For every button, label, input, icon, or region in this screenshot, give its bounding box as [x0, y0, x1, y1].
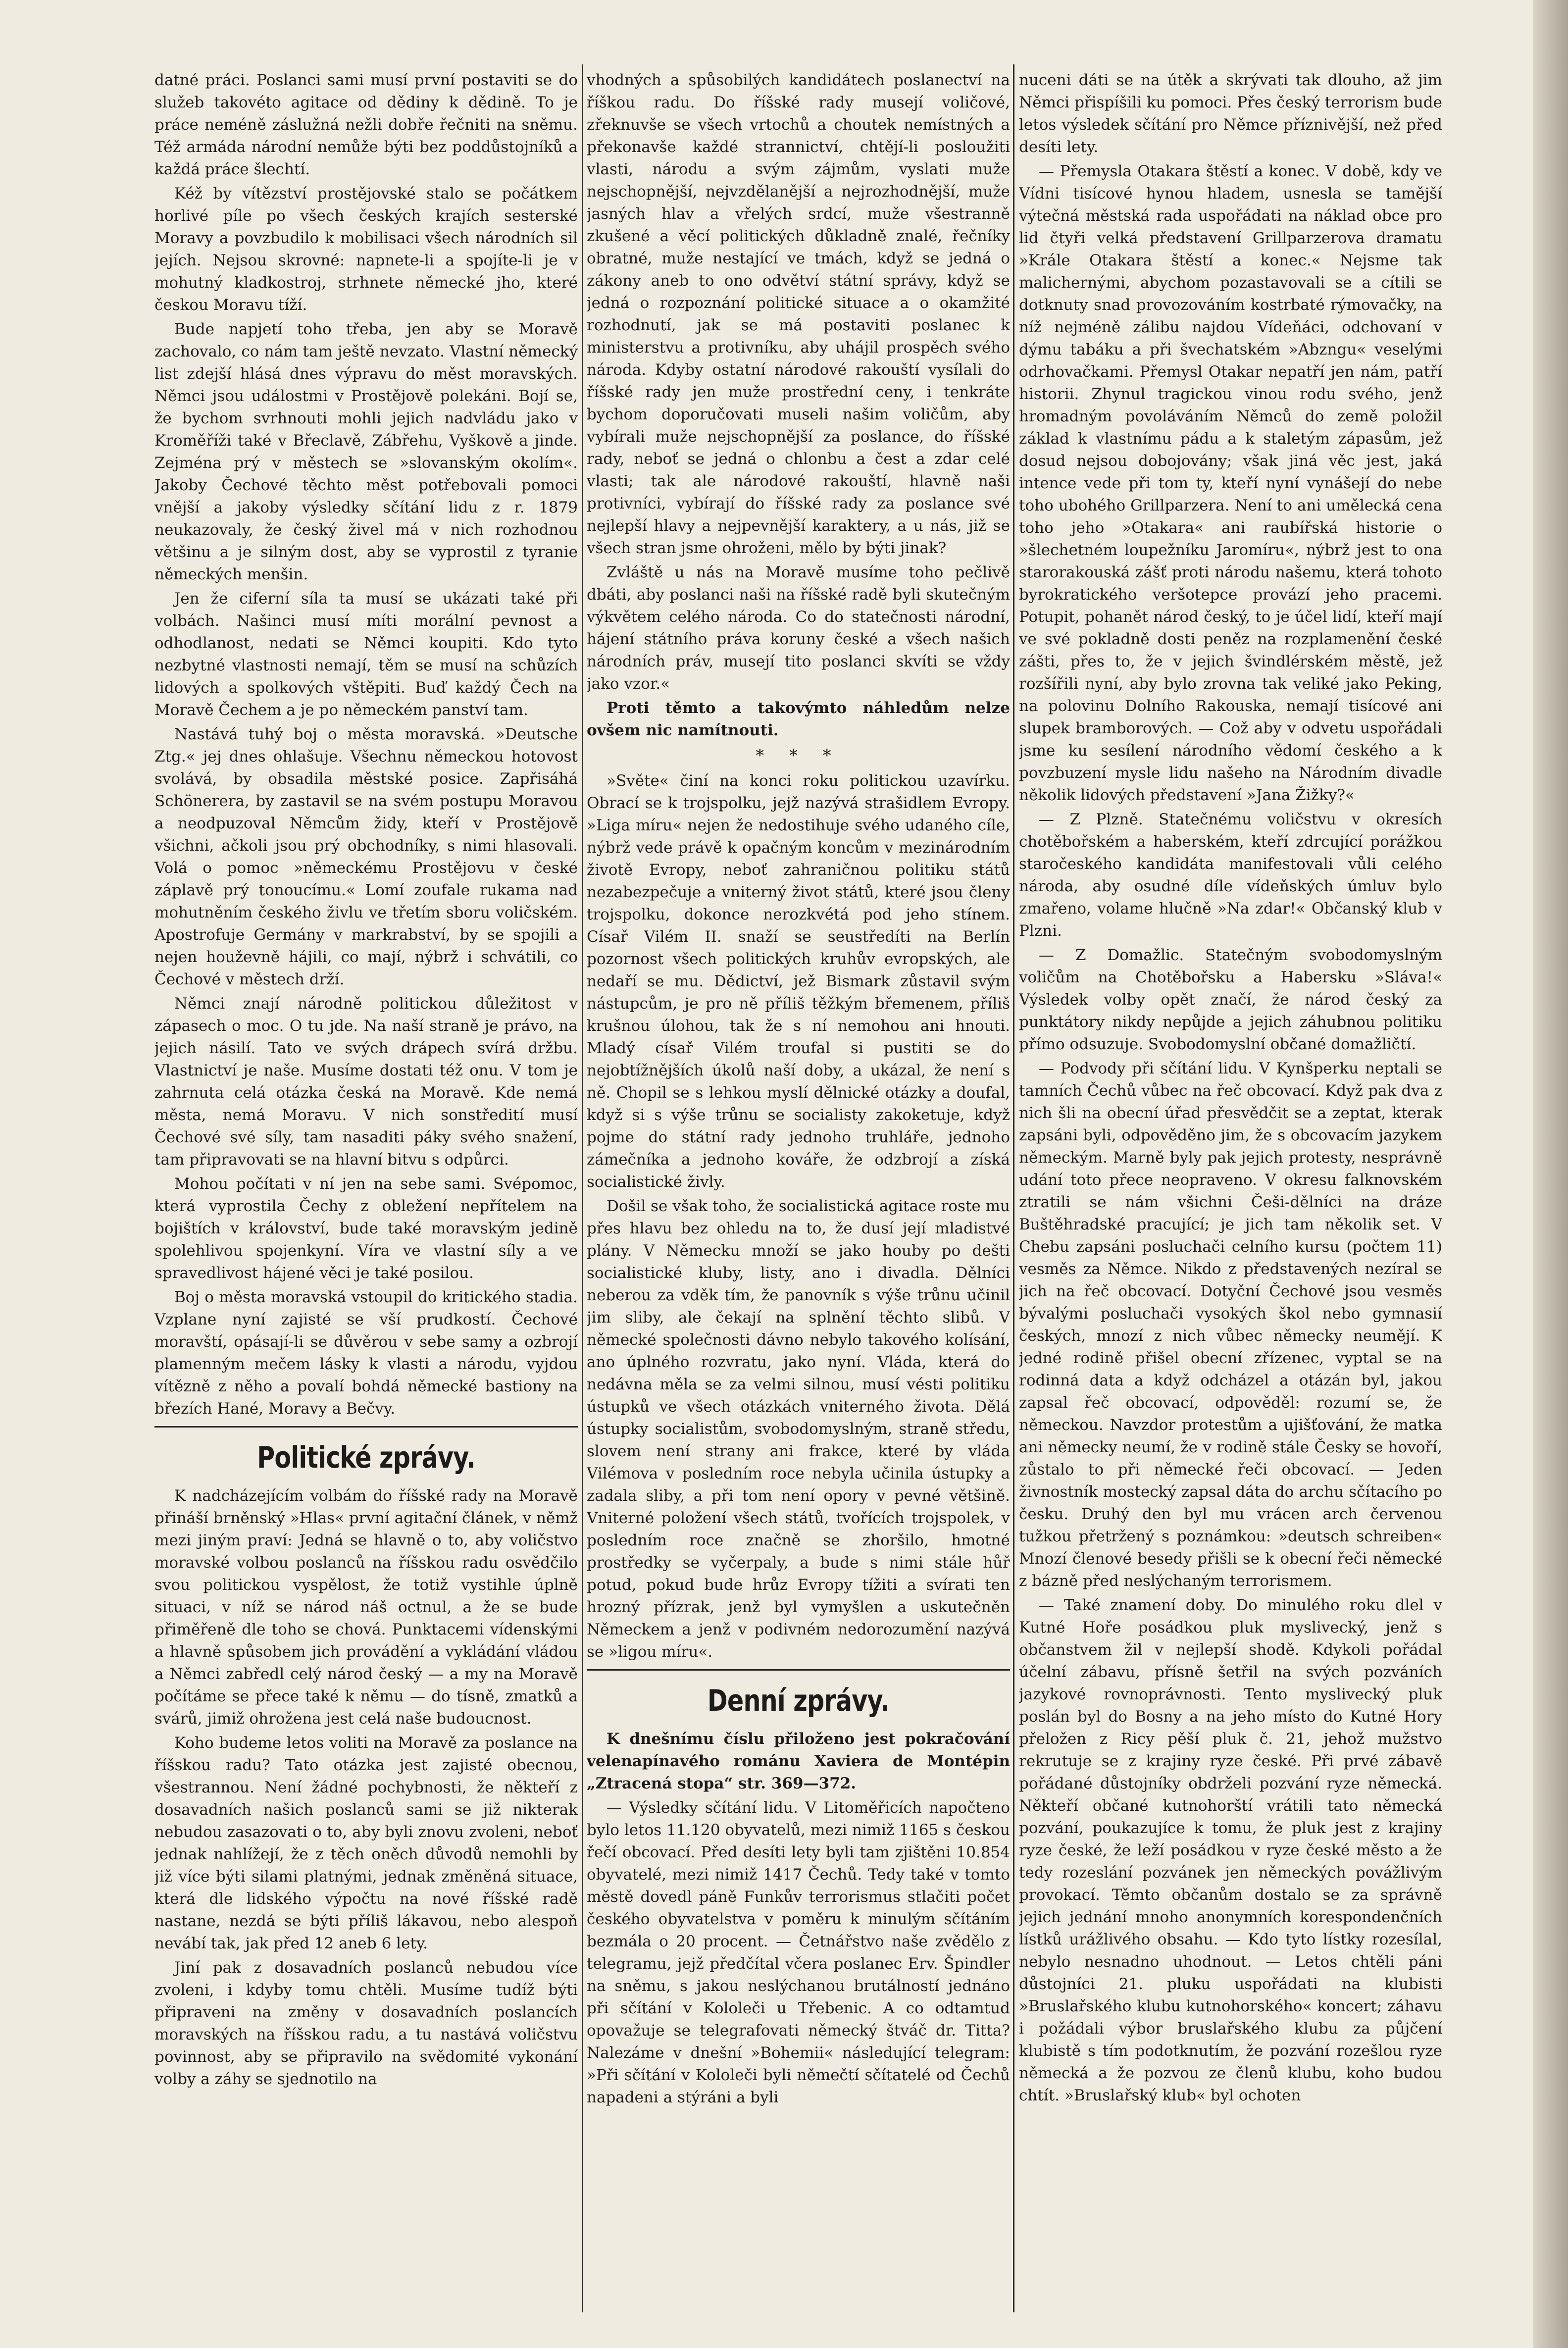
section-divider: [154, 1426, 578, 1428]
column-1: [154, 69, 578, 2307]
paragraph: — Výsledky sčítání lidu. V Litoměřicích napočteno bylo letos 11.120 obyvatelů, mezi nimiž 1165 s českou řečí obcovací. Před desíti lety byli tam zjištěni 10.854 obyvatelé, mezi nimiž 1417 Čechů. Tedy také v tomto městě dovedl páně Funkův terrorismus stlačiti počet českého obyvatelstva v poměru k minulým sčítáním bezmála o 20 procent. — Četnářstvo naše zvědělo z telegramu, jejž předčítal včera poslanec Erv. Špindler na sněmu, s jakou neslýchanou brutálností jednáno při sčítání v Kololeči u Třebenic. A co odtamtud opovažuje se telegrafovati německý štváč dr. Titta? Nalezáme v dnešní »Bohemii« následující telegram: »Při sčítání v Kololeči byli němečtí sčítatelé od Čechů napadeni a stýráni a byli: [587, 1799, 1010, 2106]
paragraph: datné práci. Poslanci sami musí první postaviti se do služeb takovéto agitace od dědiny k dědině. To je práce neméně záslužná nežli dobře řečniti na sněmu. Též armáda národní nemůže býti bez poddůstojníků a každá práce šlechtí.: [154, 71, 578, 178]
page-edge-shadow: [1533, 0, 1568, 2348]
column-3: [1019, 69, 1442, 2307]
paragraph: Kéž by vítězství prostějovské stalo se počátkem horlivé píle po všech českých krajích sesterské Moravy a povzbudilo k mobilisaci všech národních sil jejích. Nejsou skrovné: napnete-li a spojíte-li je v mohutný kladkostroj, strhnete německé jho, které českou Moravu tíží.: [154, 185, 578, 314]
paragraph: Mohou počítati v ní jen na sebe sami. Svépomoc, která vyprostila Čechy z obležení nepřítelem na bojištích v království, bude také moravským jedině spolehlivou spojenkyní. Víra ve vlastní síly a ve spravedlivost hájené věci je také posilou.: [154, 1175, 578, 1282]
paragraph: Proti těmto a takovýmto náhledům nelze ovšem nic namítnouti.: [587, 699, 1010, 739]
paragraph: — Přemysla Otakara štěstí a konec. V době, kdy ve Vídni tisícové hynou hladem, usnesla se tamější výtečná městská rada uspořádati na náklad obce pro lid čtyři velká představení Grillparzerova dramatu »Krále Otakara štěstí a konec.« Nejsme tak malichernými, abychom pozastavovali se a cítili se dotknuty snad provozováním kostrbaté rýmovačky, na níž nejméně zálibu najdou Vídeňáci, odchovaní v dýmu tabáku a při švechatském »Abzngu« veselými odrhovačkami. Přemysl Otakar nepatří jen nám, patří historii. Zhynul tragickou vinou rodu svého, jenž hromadným povoláváním Němců do země položil základ k vlastnímu pádu a k staletým zápasům, jež dosud nejsou dobojovány; však jiná věc jest, jaká intence vede při tom ty, kteří nyní vynášejí do nebe toho ubohého Grillparzera. Není to ani umělecká cena toho jeho »Otakara« ani raubířská historie o »šlechetném loupežníku Jaromíru«, nýbrž jest to ona starorakouská zášť proti národu našemu, která tohoto byrokratického veršotepce provází jeho pracemi. Potupit, pohanět národ český, to je účel lidí, kteří mají ve své pokladně dosti peněz na rozplamenění české zášti, přes to, že v jejich švindlérském městě, jež rozšířili nyní, aby bylo zrovna tak veliké jako Peking, na polovinu Dolního Rakouska, nemají tisícové ani slupek bramborových. — Což aby v odvetu uspořádali jsme ku sesílení národního vědomí českého a k povzbuzení mysle lidu našeho na Národním divadle několik lidových představení »Jana Žižky?«: [1019, 162, 1442, 804]
section-divider: [587, 1669, 1010, 1671]
column-rule-left: [582, 64, 583, 2312]
section-heading-politicke-zpravy: Politické zprávy.: [257, 1440, 475, 1475]
paragraph: Němci znají národně politickou důležitost v zápasech o moc. O tu jde. Na naší straně je právo, na jejich násilí. Tato ve svých drápech svírá držbu. Vlastnictví je naše. Musíme dostati též onu. V tom je zahrnuta celá otázka česká na Moravě. Kde nemá města, nemá Moravu. V nich sonstředití musí Čechové své síly, tam nasaditi páky svého snažení, tam připravovati se na hlavní bitvu s odpůrci.: [154, 995, 578, 1169]
paragraph: Boj o města moravská vstoupil do kritického stadia. Vzplane nyní zajisté se vší prudkostí. Čechové moravští, opásají-li se důvěrou v sebe samy a ozbrojí plamenným mečem lásky k vlasti a národu, vyjdou vítězně z něho a povalí bohdá německé bastiony na březích Hané, Moravy a Bečvy.: [154, 1288, 578, 1418]
paragraph: Došil se však toho, že socialistická agitace roste mu přes hlavu bez ohledu na to, že dusí její mladistvé plány. V Německu množí se jako houby po dešti socialistické kluby, listy, ano i divadla. Dělníci neberou za vděk tím, že panovník s výše trůnu učinil jim sliby, ale čekají na splnění těchto slibů. V německé společnosti dávno nebylo takového kolísání, ano úplného rozvratu, jako nyní. Vláda, která do nedávna měla se za velmi silnou, musí vésti politiku ústupků ve všech otázkách vniterného života. Dělá ústupky socialistům, svobodomyslným, straně středu, slovem není strany ani frakce, které by vláda Vilémova v posledním roce nebyla učinila ústupky a zadala sliby, a při tom není opory v pevné většině. Vniterné položení všech států, tvořících trojspolek, v posledním roce značně se zhoršilo, hmotné prostředky se vyčerpaly, a bude s nimi stále hůř potud, pokud bude hrůz Evropy tížiti a svírati ten hrozný přízrak, jenž byl vymyšlen a uskutečněn Německem a jenž v podivném nedorozumění nazývá se »ligou míru«.: [587, 1197, 1010, 1661]
asterism-divider: * * *: [756, 746, 841, 766]
paragraph: Bude napjetí toho třeba, jen aby se Moravě zachovalo, co nám tam ještě nevzato. Vlastní německý list zdejší hlásá dnes výpravu do měst moravských. Němci jsou událostmi v Prostějově polekáni. Bojí se, že bychom svrhnouti mohli jejich nadvládu jako v Kroměříži také v Břeclavě, Zábřehu, Vyškově a jinde. Zejména prý v městech se »slovanským okolím«. Jakoby Čechové těchto měst potřebovali pomoci vnější a jakoby výsledky sčítání lidu z r. 1879 neukazovaly, že český živel má v nich rozhodnou většinu a je silným dost, aby se vyprostil z tyranie německých menšin.: [154, 320, 578, 583]
paragraph: — Z Plzně. Statečnému voličstvu v okresích chotěbořském a haberském, kteří zdrcující porážkou staročeského kandidáta manifestovali vůli celého národa, aby osudné díle vídeňských úmluv bylo zmařeno, volame hlučně »Na zdar!« Občanský klub v Plzni.: [1019, 811, 1442, 940]
section-heading-denni-zpravy: Denní zprávy.: [707, 1684, 890, 1718]
paragraph: nuceni dáti se na útěk a skrývati tak dlouho, až jim Němci přispíšili ku pomoci. Přes český terrorism bude letos výsledek sčítání pro Němce příznivější, než před desíti lety.: [1019, 71, 1442, 156]
column-2: [587, 69, 1010, 2307]
paragraph: Nastává tuhý boj o města moravská. »Deutsche Ztg.« jej dnes ohlašuje. Všechnu německou hotovost svolává, by obsadila městské posice. Zapřisáhá Schönerera, by zastavil se na svém postupu Moravou a neodpuzoval Němcům židy, kteří v Prostějově všichni, ačkoli jsou prý obchodníky, s nimi hlasovali. Volá o pomoc »německému Prostějovu v české záplavě prý tonoucímu.« Lomí zoufale rukama nad mohutněním českého živlu ve třetím sboru voličském. Apostrofuje Germány v markrabství, by se spojili a nejen houževně hájili, co mají, nýbrž i schvátili, co Čechové v městech drží.: [154, 725, 578, 988]
paragraph: K dnešnímu číslu přiloženo jest pokračování velenapínavého románu Xaviera de Montépin „Ztracená stopa“ str. 369—372.: [587, 1730, 1010, 1792]
paragraph: — Také znamení doby. Do minulého roku dlel v Kutné Hoře posádkou pluk myslivecký, jenž s občanstvem žil v nejlepší shodě. Kdykoli pořádal účelní zábavu, přísně šetřil na svých pozváních jazykové rovnoprávnosti. Tento myslivecký pluk poslán byl do Bosny a na jeho místo do Kutné Hory přeložen z Ricy pěší pluk č. 21, jehož mužstvo rekrutuje se z krajiny ryze české. Při prvé zábavě pořádané důstojníky obdrželi pozvání ryze německá. Někteří občané kutnohorští vrátili tato německá pozvání, poukazujíce k tomu, že pluk jest z krajiny ryze české, že leží posádkou v ryze české město a že tedy rozeslání pozvánek jen německých povážlivým provokací. Těmto občanům dostalo se za správně jejich jednání mnoho anonymních korespondenčních lístků urážlivého obsahu. — Kdo tyto lístky rozesílal, nebylo nesnadno uhodnout. — Letos chtěli páni důstojníci 21. pluku uspořádati na klubisti »Bruslařského klubu kutnohorského« koncert; záhavu i požádali výbor bruslařského klubu za půjčení klubistě s tím podotknutím, že pozvání rozešlou ryze německá a že pozvou ze členů klubu, koho budou chtít. »Bruslařský klub« byl ochoten: [1019, 1596, 1442, 2104]
paragraph: »Světe« činí na konci roku politickou uzavírku. Obrací se k trojspolku, jejž nazývá strašidlem Evropy. »Liga míru« nejen že nedostihuje svého udaného cíle, nýbrž vede právě k opačným koncům v mezinárodním životě Evropy, neboť zahraničnou politiku států nezabezpečuje a vniterný život států, které jsou členy trojspolku, dokonce nerozkvétá pod jeho stínem. Císař Vilém II. snaží se seustředíti na Berlín pozornost všech politických kruhův evropských, ale nedaří se mu. Dědictví, jež Bismark zůstavil svým nástupcům, je pro ně příliš těžkým břemenem, příliš krušnou úlohou, tak že s ní nemohou ani hnouti. Mladý císař Vilém troufal si pustiti se do nejobtížnějších úkolů naší doby, a ukázal, že není s ně. Chopil se s lehkou myslí dělnické otázky a doufal, když si s výše trůnu se socialisty zakoketuje, když pojme do státní rady jednoho truhláře, jednoho zámečníka a jednoho kováře, že odzbrojí a získá socialistické živly.: [587, 772, 1010, 1191]
paragraph: — Podvody při sčítání lidu. V Kynšperku neptali se tamních Čechů vůbec na řeč obcovací. Když pak dva z nich šli na obecní úřad přesvědčit se a zeptat, kterak zapsáni byli, odpověděno jim, že s obcovacím jazykem německým. Marně byly pak jejich protesty, nesprávně udání toto přece neopraveno. V okresu falknovském ztratili se nám všichni Češi-dělníci na dráze Buštěhradské pracující; je jich tam několik set. V Chebu zapsáni posluchači celního kursu (počtem 11) vesměs za Němce. Nikdo z představených nezíral se jich na řeč obcovací. Dotyční Čechové jsou vesměs bývalými posluchači vysokých škol nebo gymnasií českých, mnozí z nich vůbec německy neumějí. K jedné rodině přišel obecní zřízenec, vyptal se na rodinná data a když odcházel a otázán byl, jakou zapsal řeč obcovací, odpověděl: rozumí se, že německou. Navzdor protestům a ujišťování, že matka ani německy neumí, že v rodině stále Česky se hovoří, zůstalo to při německé řeči obcovací. — Jeden živnostník mostecký zapsal dáta do archu sčítacího po česku. Druhý den byl mu vrácen arch červenou tužkou přetržený s poznámkou: »deutsch schreiben« Mnozí členové besedy přišli se k obecní řeči německé z bázně před neslýchaným terrorismem.: [1019, 1060, 1442, 1590]
paragraph: Koho budeme letos voliti na Moravě za poslance na říšskou radu? Tato otázka jest zajisté obecnou, všestrannou. Není žádné pochybnosti, že někteří z dosavadních našich poslanců sami se již nikterak nebudou zasazovati o to, aby byli znovu zvoleni, neboť jednak nahlížejí, že z těch oněch důvodů nemohli by již více býti silami platnými, jednak změněná situace, která dle lidského výpočtu na nové říšské radě nastane, nezdá se býti příliš lákavou, nebo alespoň nevábí tak, jak před 12 aneb 6 lety.: [154, 1734, 578, 1952]
paragraph: — Z Domažlic. Statečným svobodomyslným voličům na Chotěbořsku a Habersku »Sláva!« Výsledek volby opět značí, že národ český za punktátory nikdy nepůjde a jejich záhubnou politiku přímo odsuzuje. Svobodomyslní občané domažličtí.: [1019, 946, 1442, 1053]
paragraph: vhodných a spůsobilých kandidátech poslanectví na říškou radu. Do říšské rady musejí voličové, zřeknuvše se všech vrtochů a choutek nemístných a překonavše každé strannictví, chtějí-li posloužiti vlasti, národu a svým zájmům, vyslati muže nejschopnější, nejvzdělanější a nejrozhodnější, muže jasných hlav a vřelých srdcí, muže všestranně zkušené a věcí politických důkladně znalé, řečníky obratné, muže nestající ve tmách, když se jedná o zákony aneb to ono odvětví státní správy, když se jedná o rozpoznání politické situace a o okamžité rozhodnutí, jak se má postaviti poslanec k ministerstvu a protivníku, aby uhájil prospěch svého národa. Kdyby ostatní národové rakouští vysílali do říšské rady jen muže prostřední ceny, i tenkráte bychom doporučovati museli našim voličům, aby vybírali muže nejschopnější za poslance, do říšské rady, neboť se jedná o chlonbu a čest a zdar celé vlasti; tak ale národové rakouští, hlavně naši protivníci, vybírají do říšské rady za poslance své nejlepší hlavy a nejpevnější karaktery, a u nás, již se všech stran jsme ohroženi, mělo by býti jinak?: [587, 71, 1010, 557]
paragraph: K nadcházejícím volbám do říšské rady na Moravě přináší brněnský »Hlas« první agitační článek, v němž mezi jiným praví: Jedná se hlavně o to, aby voličstvo moravské volbou poslanců na říšskou radu osvědčilo svou politickou vyspělost, že totiž vystihle úplně situaci, v níž se národ náš octnul, a že se bude přiměřeně dle toho se chová. Punktacemi vídenskými a hlavně spůsobem jich provádění a vykládání vládou a Němci zabředl celý národ český — a my na Moravě počítáme se přece také k němu — do tísně, zmatků a svárů, jimiž ohrožena jest celá naše budoucnost.: [154, 1487, 578, 1728]
column-rule-right: [1013, 64, 1014, 2312]
paragraph: Jiní pak z dosavadních poslanců nebudou více zvoleni, i kdyby tomu chtěli. Musíme tudíž býti připraveni na změny v dosavadních poslancích moravských na říšskou radu, a tu nastává voličstvu povinnost, aby se připravilo na svědomité vykonání volby a záhy se sjednotilo na: [154, 1959, 578, 2088]
paragraph: Zvláště u nás na Moravě musíme toho pečlivě dbáti, aby poslanci naši na říšské radě byli skutečným výkvětem celého národa. Co do statečnosti národní, hájení státního práva koruny české a všech našich národních práv, musejí tito poslanci skvíti se vždy jako vzor.«: [587, 563, 1010, 693]
paragraph: Jen že ciferní síla ta musí se ukázati také při volbách. Našinci musí míti morální pevnost a odhodlanost, nedati se Němci koupiti. Kdo tyto nezbytné vlastnosti nemají, těm se musí na schůzích lidových a spolkových vštěpiti. Buď každý Čech na Moravě Čechem a je po německém panství tam.: [154, 590, 578, 719]
